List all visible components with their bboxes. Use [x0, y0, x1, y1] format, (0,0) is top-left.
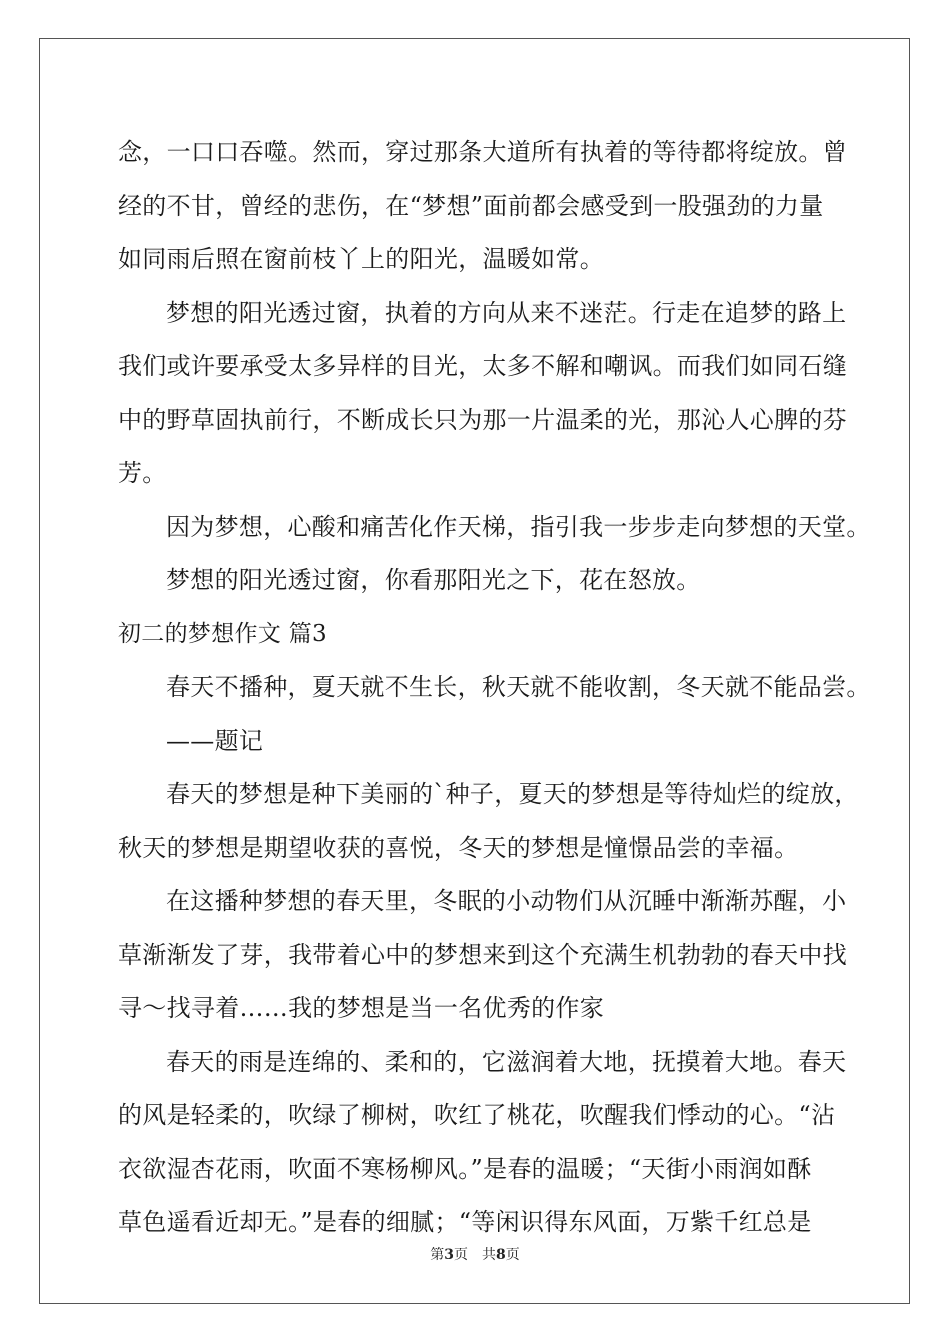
page-total: 8: [496, 1247, 506, 1263]
paragraph-start: 春天的梦想是种下美丽的`种子，夏天的梦想是等待灿烂的绽放，: [166, 780, 859, 808]
page-number-footer: [0, 1244, 950, 1264]
page-prefix: 第: [430, 1247, 445, 1263]
text-line: 中的野草固执前行，不断成长只为那一片温柔的光，那沁人心脾的芬: [118, 405, 847, 434]
page-suffix: 页: [505, 1247, 520, 1263]
text-line: 寻～找寻着……我的梦想是当一名优秀的作家: [118, 994, 604, 1022]
epigraph-attribution: ——题记: [166, 726, 264, 755]
text-line: 秋天的梦想是期望收获的喜悦，冬天的梦想是憧憬品尝的幸福。: [118, 833, 799, 862]
paragraph-start: 梦想的阳光透过窗，执着的方向从来不迷茫。行走在追梦的路上: [166, 298, 847, 327]
text-line: 草渐渐发了芽，我带着心中的梦想来到这个充满生机勃勃的春天中找: [118, 940, 847, 969]
paragraph-start: 在这播种梦想的春天里，冬眠的小动物们从沉睡中渐渐苏醒，小: [166, 887, 847, 915]
paragraph-start: 因为梦想，心酸和痛苦化作天梯，指引我一步步走向梦想的天堂。: [166, 512, 871, 541]
text-line: 我们或许要承受太多异样的目光，太多不解和嘲讽。而我们如同石缝: [118, 352, 847, 380]
text-line: 衣欲湿杏花雨，吹面不寒杨柳风。”是春的温暖；“天街小雨润如酥: [118, 1154, 812, 1183]
text-line: 草色遥看近却无。”是春的细腻；“等闲识得东风面，万紫千红总是: [118, 1208, 812, 1236]
text-line: 如同雨后照在窗前枝丫上的阳光，温暖如常。: [118, 245, 604, 273]
paragraph-start: 春天的雨是连绵的、柔和的，它滋润着大地，抚摸着大地。春天: [166, 1047, 847, 1076]
text-line: 经的不甘，曾经的悲伤，在“梦想”面前都会感受到一股强劲的力量: [118, 191, 824, 220]
text-line: 的风是轻柔的，吹绿了柳树，吹红了桃花，吹醒我们悸动的心。“沾: [118, 1101, 836, 1129]
page-mid: 页 共: [454, 1247, 496, 1263]
page-current: 3: [444, 1247, 454, 1263]
section-heading: 初二的梦想作文 篇3: [118, 620, 327, 647]
paragraph-start: 梦想的阳光透过窗，你看那阳光之下，花在怒放。: [166, 566, 701, 594]
text-line: 念，一口口吞噬。然而，穿过那条大道所有执着的等待都将绽放。曾: [118, 138, 847, 166]
document-body: [118, 126, 871, 1250]
text-line: 芳。: [118, 459, 167, 487]
epigraph-line: 春天不播种，夏天就不生长，秋天就不能收割，冬天就不能品尝。: [166, 673, 871, 701]
